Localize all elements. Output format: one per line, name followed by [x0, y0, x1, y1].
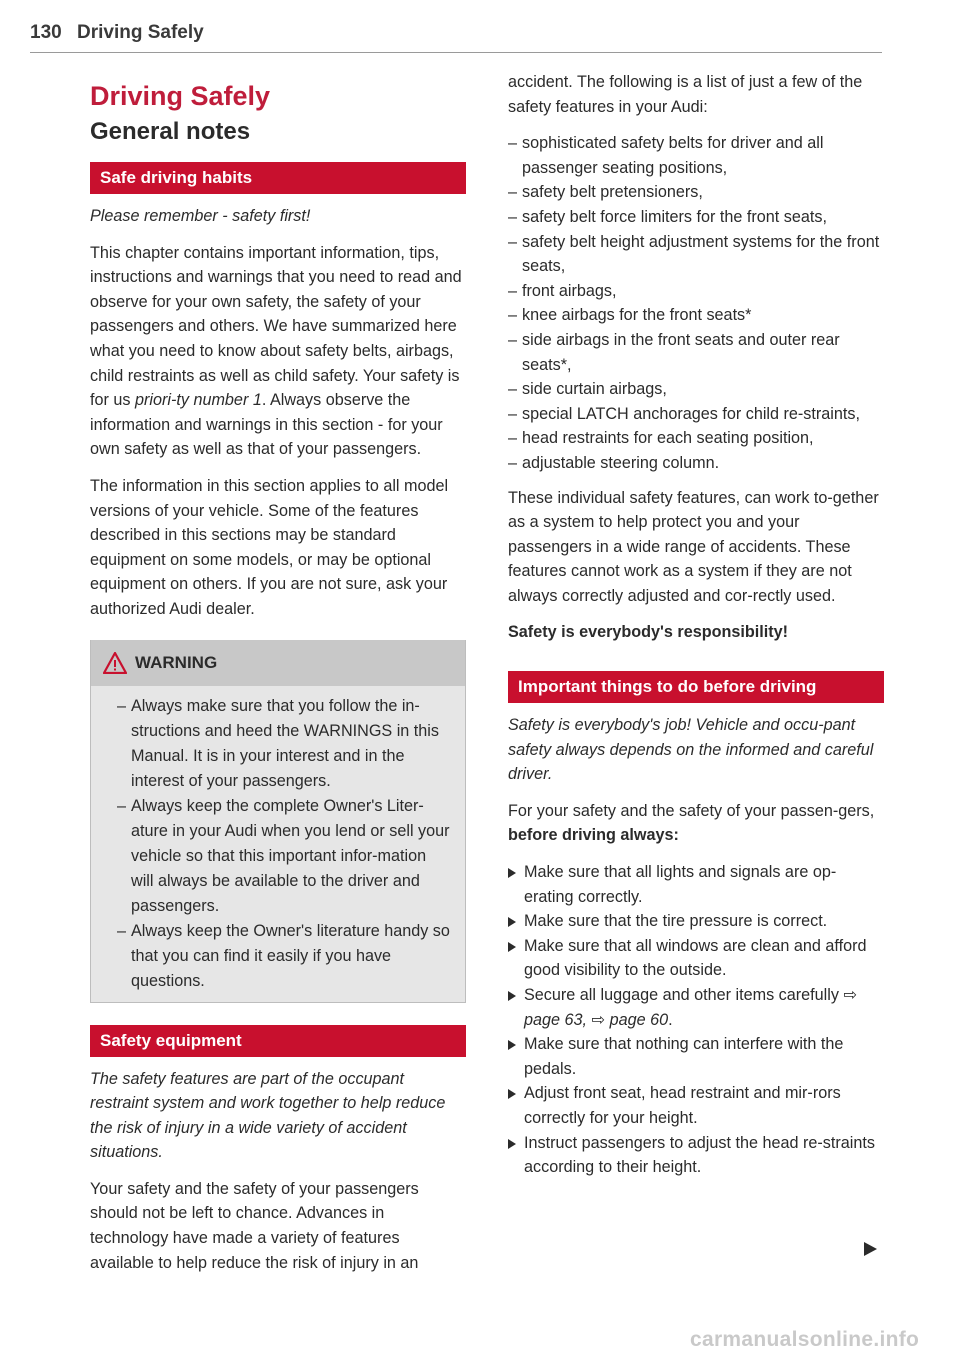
equipment-heading: Safety equipment: [90, 1025, 466, 1057]
checklist-item: Make sure that all windows are clean and afford good visibility to the outside.: [508, 934, 884, 983]
list-item: – side curtain airbags,: [508, 380, 667, 399]
features-intro: accident. The following is a list of just a few of the safety features in your Audi:: [508, 73, 863, 116]
checklist-item: Make sure that nothing can interfere with the pedals.: [508, 1032, 884, 1081]
warning-header: [91, 640, 465, 686]
list-item: – safety belt pretensioners,: [508, 183, 703, 202]
right-column: [508, 70, 884, 1180]
page-header: [30, 22, 204, 44]
continue-arrow-icon: [864, 1242, 877, 1256]
checklist-item: Make sure that the tire pressure is correct.: [508, 909, 884, 934]
checklist-item: Make sure that all lights and signals are op-erating correctly.: [508, 860, 884, 909]
page-number: 130: [30, 22, 62, 43]
left-column: [90, 70, 466, 1275]
before-driving-heading: Important things to do before driving: [508, 671, 884, 703]
safety-features-list: [508, 131, 884, 475]
before-driving-intro: Safety is everybody's job! Vehicle and occu-pant safety always depends on the informed and careful driver.: [508, 716, 874, 784]
warning-item: – Always keep the complete Owner's Liter-ature in your Audi when you lend or sell your vehicle so that this important infor-mation will always be available to the driver and passengers.: [117, 796, 450, 915]
warning-triangle-icon: [103, 652, 127, 674]
list-item: – head restraints for each seating position,: [508, 429, 814, 448]
list-item: – special LATCH anchorages for child re-straints,: [508, 404, 860, 423]
habits-heading: Safe driving habits: [90, 162, 466, 194]
list-item: – knee airbags for the front seats*: [508, 306, 752, 325]
warning-item: – Always make sure that you follow the in-structions and heed the WARNINGS in this Manual. It is in your interest and in the interest of your passengers.: [117, 696, 439, 790]
running-section-title: Driving Safely: [76, 22, 204, 43]
checklist-item: Instruct passengers to adjust the head re-straints according to their height.: [508, 1131, 884, 1180]
header-divider: [30, 52, 882, 53]
habits-intro: Please remember - safety first!: [90, 207, 311, 225]
warning-list: [91, 694, 465, 994]
checklist-item: Secure all luggage and other items carefully ⇨ page 63, ⇨ page 60.: [508, 983, 884, 1032]
before-driving-paragraph: For your safety and the safety of your passen-gers, before driving always:: [508, 801, 875, 845]
applicability-paragraph: The information in this section applies to all model versions of your vehicle. Some of the features described in this sections may be standard equipment on some models, or may be optional equipment on others. If you are not sure, ask your authorized Audi dealer.: [90, 476, 449, 618]
list-item: – front airbags,: [508, 281, 617, 300]
warning-title: WARNING: [135, 652, 218, 672]
warning-box: [90, 640, 466, 1003]
list-item: – sophisticated safety belts for driver and all passenger seating positions,: [508, 134, 824, 177]
checklist-item: Adjust front seat, head restraint and mir-rors correctly for your height.: [508, 1081, 884, 1130]
list-item: – safety belt force limiters for the front seats,: [508, 207, 827, 226]
features-paragraph: These individual safety features, can work to-gether as a system to help protect you and your passengers in a wide range of accidents. These features cannot work as a system if they are not always correctly adjusted and cor-rectly used.: [508, 488, 879, 605]
section-title: General notes: [90, 118, 251, 145]
equipment-intro: The safety features are part of the occupant restraint system and work together to help reduce the risk of injury in a wide variety of accident situations.: [90, 1069, 446, 1162]
list-item: – side airbags in the front seats and outer rear seats*,: [508, 330, 840, 374]
before-driving-checklist: [508, 860, 884, 1180]
page-reference-link[interactable]: ⇨ page 63, ⇨ page 60: [524, 986, 858, 1029]
list-item: – adjustable steering column.: [508, 453, 720, 472]
list-item: – safety belt height adjustment systems for the front seats,: [508, 232, 880, 276]
equipment-paragraph: Your safety and the safety of your passengers should not be left to chance. Advances in technology have made a variety of features available to help reduce the risk of injury in an: [90, 1179, 419, 1272]
warning-item: – Always keep the Owner's literature handy so that you can find it easily if you have questions.: [117, 921, 450, 990]
chapter-title: Driving Safely: [90, 81, 271, 111]
habits-paragraph: This chapter contains important information, tips, instructions and warnings that you need to read and observe for your own safety, the safety of your passengers and others. We have summarized here what you need to know about safety belts, airbags, child restraints as well as child safety. Your safety is for us priori-ty number 1. Always observe the information and warnings in this section - for your own safety as well as that of your passengers.: [90, 243, 462, 459]
responsibility-note: Safety is everybody's responsibility!: [508, 623, 789, 642]
watermark: carmanualsonline.info: [690, 1328, 920, 1351]
